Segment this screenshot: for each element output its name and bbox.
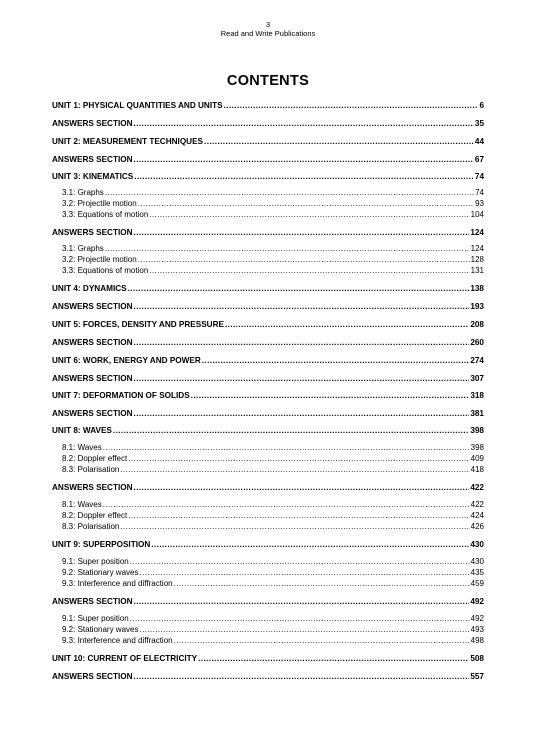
leader-dots [198,654,469,664]
toc-subentry[interactable] [62,266,484,276]
leader-dots [130,557,470,567]
toc-label: UNIT 1: PHYSICAL QUANTITIES AND UNITS [52,101,223,110]
toc-page: 424 [470,511,484,520]
leader-dots [120,465,469,475]
leader-dots [120,522,469,532]
leader-dots [105,188,474,198]
toc-label: 8.1: Waves [62,500,102,509]
toc-page: 430 [470,540,484,549]
toc-label: 8.2: Doppler effect [62,511,128,520]
leader-dots [174,636,470,646]
toc-page: 422 [470,483,484,492]
toc-page: 557 [470,672,484,681]
toc-page: 398 [470,443,484,452]
leader-dots [113,426,469,436]
leader-dots [103,443,470,453]
leader-dots [151,540,469,550]
toc-page: 131 [470,266,484,275]
leader-dots [103,500,470,510]
toc-subentry[interactable] [62,199,484,209]
toc-label: 9.1: Super position [62,614,129,623]
toc-page: 422 [470,500,484,509]
toc-subentry[interactable] [62,210,484,220]
toc-entry[interactable] [52,483,484,493]
toc-label: ANSWERS SECTION [52,374,133,383]
toc-entry[interactable] [52,409,484,419]
toc-label: 3.2: Projectile motion [62,199,137,208]
toc-entry[interactable] [52,172,484,182]
toc-page: 398 [470,426,484,435]
toc-page: 409 [470,454,484,463]
leader-dots [134,119,474,129]
toc-entry[interactable] [52,101,484,111]
toc-label: ANSWERS SECTION [52,597,133,606]
toc-entry[interactable] [52,391,484,401]
leader-dots [139,625,469,635]
leader-dots [134,338,470,348]
toc-page: 93 [475,199,484,208]
toc-entry[interactable] [52,597,484,607]
toc-label: ANSWERS SECTION [52,302,133,311]
toc-label: 3.1: Graphs [62,244,104,253]
toc-entry[interactable] [52,540,484,550]
leader-dots [128,284,470,294]
toc-entry[interactable] [52,320,484,330]
toc-label: 3.1: Graphs [62,188,104,197]
toc-label: UNIT 5: FORCES, DENSITY AND PRESSURE [52,320,224,329]
toc-subentry[interactable] [62,255,484,265]
leader-dots [202,356,470,366]
toc-entry[interactable] [52,302,484,312]
toc-subentry[interactable] [62,188,484,198]
toc-label: 9.3: Interference and diffraction [62,636,173,645]
toc-page: 208 [470,320,484,329]
toc-label: ANSWERS SECTION [52,338,133,347]
toc-label: UNIT 6: WORK, ENERGY AND POWER [52,356,201,365]
toc-page: 74 [474,172,484,181]
toc-page: 74 [475,188,484,197]
toc-label: ANSWERS SECTION [52,409,133,418]
toc-entry[interactable] [52,155,484,165]
toc-page: 128 [470,255,484,264]
toc-page: 67 [474,155,484,164]
toc-label: UNIT 9: SUPERPOSITION [52,540,151,549]
toc-label: ANSWERS SECTION [52,483,133,492]
leader-dots [174,579,470,589]
toc-page: 426 [470,522,484,531]
leader-dots [134,374,470,384]
toc-label: 9.1: Super position [62,557,129,566]
toc-label: UNIT 7: DEFORMATION OF SOLIDS [52,391,190,400]
leader-dots [225,320,469,330]
toc-label: 3.3: Equations of motion [62,210,149,219]
toc-page: 44 [474,137,484,146]
toc-page: 124 [470,244,484,253]
toc-entry[interactable] [52,654,484,664]
leader-dots [134,302,470,312]
toc-label: ANSWERS SECTION [52,228,133,237]
toc-page: 459 [470,579,484,588]
publisher-header: Read and Write Publications [220,29,316,38]
toc-entry[interactable] [52,228,484,238]
toc-label: ANSWERS SECTION [52,119,133,128]
toc-label: 8.3: Polarisation [62,465,120,474]
toc-subentry[interactable] [62,511,484,521]
leader-dots [138,255,470,265]
leader-dots [134,483,470,493]
toc-page: 508 [470,654,484,663]
toc-subentry[interactable] [62,557,484,567]
toc-label: ANSWERS SECTION [52,672,133,681]
toc-entry[interactable] [52,119,484,129]
leader-dots [128,511,469,521]
toc-page: 493 [470,625,484,634]
toc-subentry[interactable] [62,522,484,532]
leader-dots [149,210,469,220]
toc-subentry[interactable] [62,579,484,589]
toc-subentry[interactable] [62,625,484,635]
toc-page: 492 [470,597,484,606]
toc-entry[interactable] [52,374,484,384]
leader-dots [224,101,479,111]
toc-page: 381 [470,409,484,418]
leader-dots [128,454,469,464]
leader-dots [138,199,474,209]
toc-label: 9.2: Stationary waves [62,625,139,634]
toc-label: UNIT 4: DYNAMICS [52,284,127,293]
leader-dots [134,409,470,419]
toc-entry[interactable] [52,356,484,366]
toc-label: 8.2: Doppler effect [62,454,128,463]
leader-dots [134,155,474,165]
leader-dots [134,228,470,238]
contents-title: CONTENTS [226,73,310,89]
toc-subentry[interactable] [62,465,484,475]
toc-page: 104 [470,210,484,219]
toc-subentry[interactable] [62,614,484,624]
toc-entry[interactable] [52,338,484,348]
toc-label: 9.2: Stationary waves [62,568,139,577]
toc-entry[interactable] [52,137,484,147]
leader-dots [139,568,469,578]
leader-dots [130,614,470,624]
toc-label: UNIT 8: WAVES [52,426,112,435]
toc-page: 35 [474,119,484,128]
toc-page: 418 [470,465,484,474]
toc-subentry[interactable] [62,568,484,578]
toc-label: 9.3: Interference and diffraction [62,579,173,588]
toc-page: 138 [470,284,484,293]
leader-dots [134,672,470,682]
leader-dots [191,391,470,401]
toc-page: 274 [470,356,484,365]
leader-dots [134,172,474,182]
toc-page: 193 [470,302,484,311]
leader-dots [134,597,470,607]
toc-label: 3.2: Projectile motion [62,255,137,264]
toc-page: 260 [470,338,484,347]
toc-entry[interactable] [52,672,484,682]
toc-page: 498 [470,636,484,645]
toc-entry[interactable] [52,284,484,294]
toc-label: 3.3: Equations of motion [62,266,149,275]
toc-page: 492 [470,614,484,623]
page-number: 3 [265,20,271,29]
toc-label: 8.1: Waves [62,443,102,452]
toc-label: 8.3: Polarisation [62,522,120,531]
leader-dots [105,244,470,254]
toc-subentry[interactable] [62,443,484,453]
toc-page: 307 [470,374,484,383]
toc-label: UNIT 10: CURRENT OF ELECTRICITY [52,654,198,663]
toc-subentry[interactable] [62,244,484,254]
toc-label: UNIT 2: MEASUREMENT TECHNIQUES [52,137,204,146]
leader-dots [204,137,474,147]
toc-page: 318 [470,391,484,400]
toc-page: 430 [470,557,484,566]
leader-dots [149,266,469,276]
toc-entry[interactable] [52,426,484,436]
toc-label: UNIT 3: KINEMATICS [52,172,134,181]
toc-page: 6 [479,101,484,110]
toc-subentry[interactable] [62,454,484,464]
toc-subentry[interactable] [62,500,484,510]
toc-subentry[interactable] [62,636,484,646]
toc-label: ANSWERS SECTION [52,155,133,164]
toc-page: 124 [470,228,484,237]
toc-page: 435 [470,568,484,577]
